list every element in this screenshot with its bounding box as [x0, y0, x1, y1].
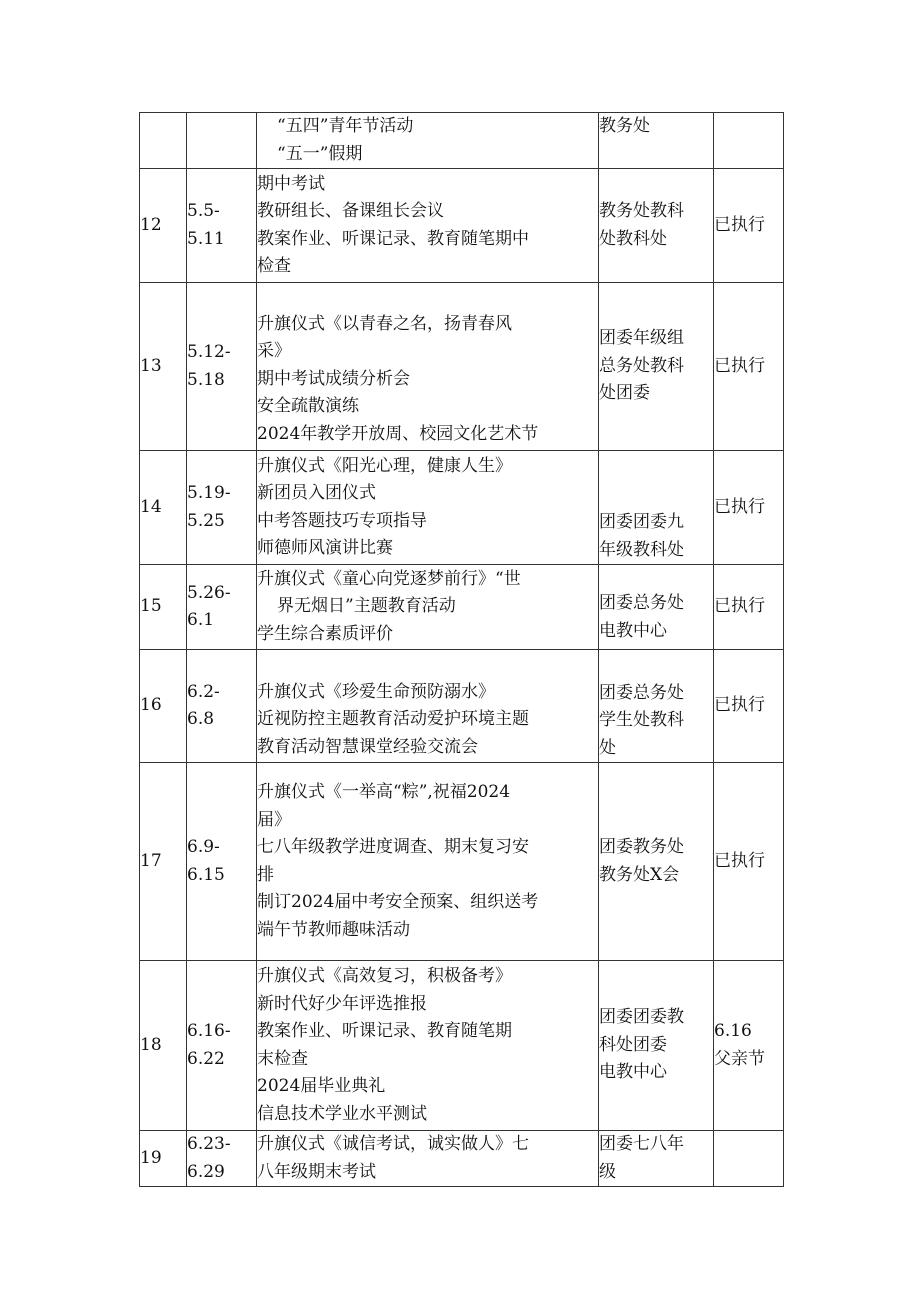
week-cell — [140, 961, 187, 1131]
department-line: 团委总务处 — [599, 593, 684, 613]
department-cell — [599, 283, 714, 451]
note-cell — [714, 961, 784, 1131]
activities-cell — [257, 961, 599, 1131]
week-cell — [140, 565, 187, 650]
date-cell — [187, 1131, 257, 1187]
week-cell — [140, 283, 187, 451]
activity-line: 中考答题技巧专项指导 — [257, 510, 427, 531]
activity-line: 末检查 — [257, 1048, 308, 1069]
note-cell — [714, 565, 784, 650]
week-number: 13 — [140, 355, 162, 376]
department-line: 教务处 — [599, 116, 650, 136]
activity-line: 制订2024届中考安全预案、组织送考 — [257, 892, 539, 912]
activities-cell — [257, 283, 599, 451]
activity-line: 排 — [257, 864, 274, 885]
department-line: 科处团委 — [599, 1034, 667, 1055]
activity-line: 升旗仪式《诚信考试，诚实做人》七 — [257, 1134, 529, 1154]
department-cell — [599, 961, 714, 1131]
week-number: 12 — [140, 214, 162, 235]
department-line: 团委七八年 — [599, 1134, 684, 1154]
note-cell — [714, 283, 784, 451]
week-number: 19 — [140, 1147, 162, 1168]
activities-cell — [257, 169, 599, 283]
table-row — [140, 961, 784, 1131]
note-cell — [714, 1131, 784, 1187]
note-text: 已执行 — [714, 496, 765, 517]
activity-line: 升旗仪式《阳光心理，健康人生》 — [257, 455, 512, 476]
department-line: 年级教科处 — [599, 539, 684, 560]
activity-line: 教研组长、备课组长会议 — [257, 201, 444, 221]
week-cell — [140, 1131, 187, 1187]
week-cell — [140, 113, 187, 169]
table-row — [140, 451, 784, 565]
activity-line: 教案作业、听课记录、教育随笔期中 — [257, 228, 529, 249]
department-cell — [599, 565, 714, 650]
activity-line: 八年级期末考试 — [257, 1161, 376, 1182]
department-line: 学生处教科 — [599, 710, 684, 730]
date-start: 6.16- — [187, 1021, 231, 1041]
activities-cell — [257, 1131, 599, 1187]
activity-line: 教案作业、听课记录、教育随笔期 — [257, 1021, 512, 1041]
activity-line: 升旗仪式《以青春之名，扬青春风 — [257, 313, 512, 334]
date-start: 5.5- — [187, 201, 220, 221]
department-line: 教务处X会 — [599, 864, 680, 885]
activities-cell — [257, 451, 599, 565]
date-start: 6.2- — [187, 681, 220, 702]
week-cell — [140, 169, 187, 283]
note-cell — [714, 169, 784, 283]
activity-line: “五四”青年节活动 — [277, 116, 414, 136]
table-row — [140, 565, 784, 650]
department-line: 团委总务处 — [599, 682, 684, 703]
activity-line: 信息技术学业水平测试 — [257, 1103, 427, 1124]
date-cell — [187, 169, 257, 283]
week-number: 17 — [140, 850, 162, 871]
note-text: 已执行 — [714, 596, 765, 617]
table-row — [140, 169, 784, 283]
activity-line: 升旗仪式《童心向党逐梦前行》“世 — [257, 568, 521, 589]
activity-line: 升旗仪式《高效复习，积极备考》 — [257, 966, 512, 986]
table-row — [140, 1131, 784, 1187]
note-text: 已执行 — [714, 695, 765, 716]
activity-line: 教育活动智慧课堂经验交流会 — [257, 736, 478, 757]
date-end: 5.11 — [187, 228, 225, 249]
schedule-body — [140, 113, 784, 1187]
activity-line: 2024年教学开放周、校园文化艺术节 — [257, 423, 539, 444]
activity-line: 检查 — [257, 256, 291, 276]
activity-line: 近视防控主题教育活动爱护环境主题 — [257, 709, 529, 730]
date-cell — [187, 113, 257, 169]
date-end: 5.18 — [187, 369, 225, 390]
department-cell — [599, 113, 714, 169]
activities-cell — [257, 113, 599, 169]
note-text: 已执行 — [714, 355, 765, 376]
week-number: 15 — [140, 596, 162, 617]
note-text: 已执行 — [714, 214, 765, 235]
activity-line: “五一”假期 — [277, 143, 363, 164]
date-end: 5.25 — [187, 510, 225, 531]
activity-line: 师德师风演讲比赛 — [257, 538, 393, 558]
date-cell — [187, 451, 257, 565]
department-line: 总务处教科 — [599, 355, 684, 376]
date-start: 6.23- — [187, 1134, 231, 1154]
table-row — [140, 283, 784, 451]
table-row — [140, 763, 784, 961]
activity-line: 采》 — [257, 341, 291, 362]
department-cell — [599, 763, 714, 961]
week-cell — [140, 451, 187, 565]
date-cell — [187, 763, 257, 961]
department-line: 团委教务处 — [599, 837, 684, 857]
activity-line: 届》 — [257, 809, 291, 830]
week-cell — [140, 763, 187, 961]
department-cell — [599, 1131, 714, 1187]
date-start: 5.19- — [187, 483, 231, 503]
date-end: 6.29 — [187, 1161, 225, 1182]
department-line: 电教中心 — [599, 1062, 667, 1083]
activities-cell — [257, 650, 599, 763]
activity-line: 端午节教师趣味活动 — [257, 919, 410, 940]
date-start: 5.26- — [187, 582, 231, 603]
date-end: 6.1 — [187, 610, 215, 630]
department-cell — [599, 169, 714, 283]
department-line: 处 — [599, 737, 616, 758]
department-line: 级 — [599, 1161, 616, 1182]
table-row — [140, 650, 784, 763]
date-cell — [187, 283, 257, 451]
date-start: 6.9- — [187, 837, 220, 857]
activities-cell — [257, 763, 599, 961]
activity-line: 界无烟日”主题教育活动 — [277, 596, 456, 617]
activities-cell — [257, 565, 599, 650]
department-line: 团委团委教 — [599, 1007, 684, 1028]
note-text: 已执行 — [714, 850, 765, 871]
week-cell — [140, 650, 187, 763]
date-end: 6.22 — [187, 1048, 225, 1069]
activity-line: 安全疏散演练 — [257, 396, 359, 417]
date-cell — [187, 650, 257, 763]
department-cell — [599, 451, 714, 565]
activity-line: 新时代好少年评选推报 — [257, 993, 427, 1014]
activity-line: 2024届毕业典礼 — [257, 1076, 386, 1096]
date-cell — [187, 565, 257, 650]
date-end: 6.15 — [187, 864, 225, 885]
department-line: 团委团委九 — [599, 512, 684, 532]
activity-line: 升旗仪式《一举高“粽”,祝福2024 — [257, 782, 511, 802]
date-cell — [187, 961, 257, 1131]
week-number: 14 — [140, 496, 162, 517]
note-text: 6.16 父亲节 — [714, 1021, 765, 1069]
date-end: 6.8 — [187, 709, 215, 729]
department-line: 处教科处 — [599, 228, 667, 249]
activity-line: 升旗仪式《珍爱生命预防溺水》 — [257, 681, 495, 702]
activity-line: 期中考试成绩分析会 — [257, 368, 410, 389]
table-row — [140, 113, 784, 169]
note-cell — [714, 451, 784, 565]
activity-line: 新团员入团仪式 — [257, 483, 376, 503]
activity-line: 学生综合素质评价 — [257, 623, 393, 644]
note-cell — [714, 763, 784, 961]
activity-line: 七八年级教学进度调查、期末复习安 — [257, 837, 529, 857]
note-cell — [714, 113, 784, 169]
week-number: 18 — [140, 1034, 162, 1055]
schedule-table — [139, 112, 784, 1187]
department-line: 电教中心 — [599, 620, 667, 641]
activity-line: 期中考试 — [257, 173, 325, 194]
department-cell — [599, 650, 714, 763]
department-line: 团委年级组 — [599, 328, 684, 349]
week-number: 16 — [140, 695, 162, 716]
date-start: 5.12- — [187, 342, 231, 362]
note-cell — [714, 650, 784, 763]
department-line: 处团委 — [599, 383, 650, 404]
department-line: 教务处教科 — [599, 201, 684, 221]
